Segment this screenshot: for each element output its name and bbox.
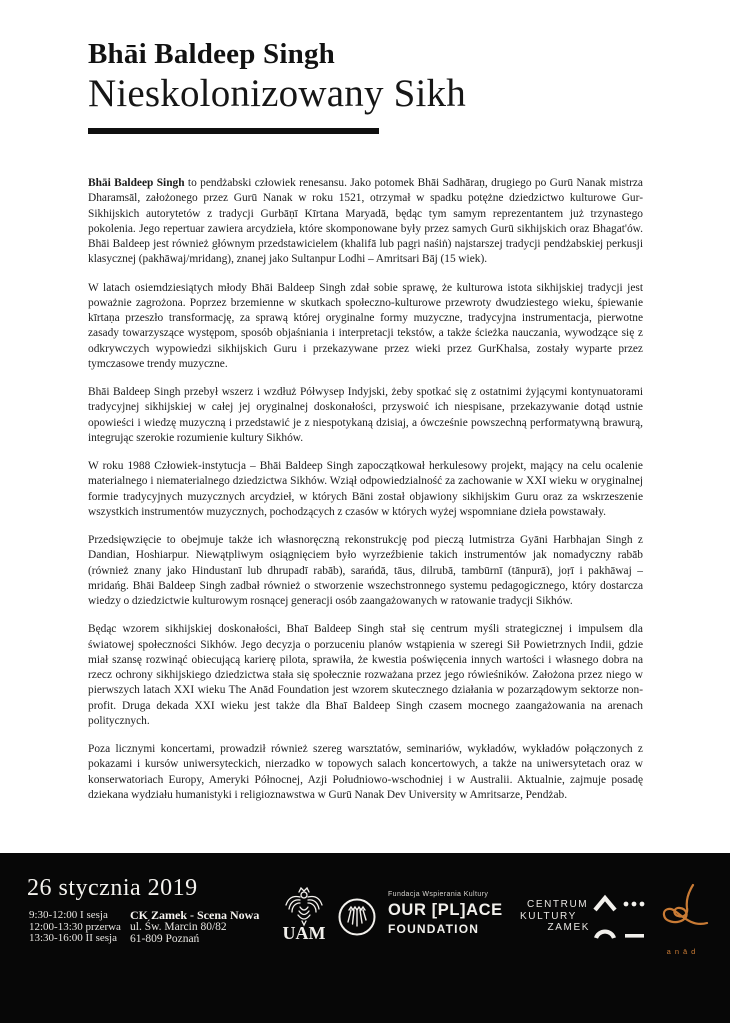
uam-eagle-icon (281, 885, 327, 943)
paragraph-1-text: to pendżabski człowiek renesansu. Jako potomek Bhāi Sadhāraṇ, drugiego po Gurū Nanak mistrza Dharamsāl, założonego przez Gurū Nanak w roku 1521, otrzymał w spadku potężne dziedzictwo kulturowe Gur-Sikhijskich autorytetów z tradycji Gurbāṇī Kīrtana Maryadā, będąc tym samym reprezentantem już trzynastego pokolenia. Jego repertuar zawiera arcydzieła, które skomponowane były przez samych Gurū sikhijskich oraz Bhagat'ów. Bhāi Baldeep jest również głównym przedstawicielem (khalifā lub pagṛi naśiṅ) najstarszej tradycji pendżabskiej perkusji klasycznej (pakhāwaj/mridang), znanej jako Sultanpur Lodhi – Amritsari Bāj (15 wiek). (88, 177, 643, 266)
schedule-session-1: 9:30-12:00 I sesja (29, 909, 108, 921)
venue-city: 61-809 Poznań (130, 933, 200, 945)
venue-block (130, 909, 259, 945)
event-date: 26 stycznia 2019 (27, 875, 198, 901)
uam-logo (281, 885, 327, 943)
three-dots-icon (624, 902, 645, 907)
event-schedule (29, 910, 121, 945)
ourplace-name: OUR [PL]ACE (388, 901, 503, 919)
ckzamek-line-2: KULTURY (520, 910, 577, 922)
schedule-session-2: 13:30-16:00 II sesja (29, 932, 117, 945)
arc-icon (596, 932, 614, 938)
ourplace-mark-icon (337, 897, 377, 937)
schedule-break: 12:00-13:30 przerwa (29, 920, 121, 933)
venue-name: CK Zamek - Scena Nowa (130, 908, 260, 922)
anad-logo (655, 883, 711, 961)
paragraph-6: Będąc wzorem sikhijskiej doskonałości, Bhaī Baldeep Singh stał się centrum myśli strategicznej i impulsem dla światowej społeczności Sikhów. Jego decyzja o porzuceniu planów wstąpienia w szeregi Sił Powietrznych Indii, gdzie miał szansę rozwinąć obiecującą karierę pilota, sprawiła, że kwestia poświęcenia innych wartości i własnego dobra na rzecz ochrony sikhijskiego dziedzictwa stała się społecznie rozważana przez jego rówieśników. Założona przez niego w pierwszych latach XXI wieku The Anād Foundation jest wzorem skutecznego działania w pozarządowym sektorze non-profit. Druga dekada XXI wieku jest także dla Bhaī Baldeep Singh czasem mocnego zaangażowania na arenach politycznych. (88, 623, 643, 727)
header (88, 38, 466, 134)
dash-icon (625, 934, 644, 938)
footer (0, 853, 730, 1023)
uam-logo-label: UAM (282, 923, 326, 943)
paragraph-7: Poza licznymi koncertami, prowadził również szereg warsztatów, seminariów, wykładów, wykładów połączonych z pokazami i kursów uniwersyteckich, nierzadko w topowych salach koncertowych, a także na uniwersytetach oraz w konserwatoriach Europy, Ameryki Północnej, Azji Południowo-wschodniej i w Australii. Aktualnie, zajmuje posadę dziekana wydziału humanistyki i religioznawstwa w Gurū Nanak Dev University w Amritsarze, Pendżab. (88, 743, 643, 801)
ourplace-foundation: FOUNDATION (388, 922, 480, 936)
ckzamek-logo (520, 899, 590, 934)
chevron-up-icon (595, 898, 615, 910)
ckzamek-line-1: CENTRUM (527, 899, 589, 910)
article-body (88, 176, 643, 816)
ckzamek-glyphs-icon (592, 893, 648, 941)
ourplace-tagline: Fundacja Wspierania Kultury (388, 891, 489, 898)
paragraph-2: W latach osiemdziesiątych młody Bhāi Baldeep Singh zdał sobie sprawę, że kulturowa istota sikhijskiej tradycji jest poważnie zagrożona. Poprzez brzemienne w skutkach społeczno-kulturowe przewroty dwudziestego wieku, śpiewanie kīrtaṇa przeszło transformację, za sprawą której oryginalne formy muzyczne, tradycyjna instrumentacja, pierwotne zasady towarzyszące występom, sposób objaśniania i interpretacji tekstów, a także ścieżka nauczania, wywodzące się z odkrywczych wypowiedzi sikhijskich Guru i przekazywane przez wieki przez GurKhalsa, zostały wyparte przez tymczasowe trendy muzyczne. (88, 281, 643, 370)
ourplace-circle-icon (337, 897, 377, 937)
ckzamek-symbols (592, 893, 648, 941)
ckzamek-line-3: ZAMEK (547, 922, 590, 933)
paragraph-1 (88, 176, 643, 268)
paragraph-4: W roku 1988 Człowiek-instytucja – Bhāi Baldeep Singh zapoczątkował herkulesowy projekt, mający na celu ocalenie materialnego i niematerialnego dziedzictwa Sikhów. Wziął odpowiedzialność za zachowanie w XXI wieku w oryginalnej formie tradycyjnych muzycznych arcydzieł, w których Bāni został objawiony sikhijskim Guru oraz za wskrzeszenie wszystkich instrumentów muzycznych, pochodzących z czasów w których wyżej wspomniane dzieła powstawały. (88, 460, 643, 518)
page-title-subtitle: Nieskolonizowany Sikh (88, 72, 466, 116)
venue-street: ul. Św. Marcin 80/82 (130, 921, 227, 933)
paragraph-1-lead: Bhāi Baldeep Singh (88, 177, 185, 189)
anad-logo-label: anād (666, 947, 700, 956)
page-title-name: Bhāi Baldeep Singh (88, 38, 335, 70)
title-underline-bar (88, 128, 379, 134)
anad-calligraphy-icon (655, 883, 711, 941)
ourplace-logo (388, 891, 503, 936)
paragraph-5: Przedsięwzięcie to obejmuje także ich własnoręczną rekonstrukcję pod pieczą lutmistrza Gyāni Harbhajan Singh z Dandian, Hoshiarpur. Niewątpliwym osiągnięciem było wyrzeźbienie takich instrumentów jak nomadyczny rabāb (również znany jako Hindustanī lub dhrupadī rabāb), sarańdā, tāus, dilrubā, tambūrnī (tānpurā), joṛī i pakhāwaj – mridańg. Bhāi Baldeep Singh zadbał również o stworzenie wszechstronnego systemu pedagogicznego, który dostarcza wiedzy o dziedzictwie kulturowym rosnącej generacji osób zaangażowanych w ratowanie tradycji Sikhów. (88, 534, 643, 607)
paragraph-3: Bhāi Baldeep Singh przebył wszerz i wzdłuż Półwysep Indyjski, żeby spotkać się z ostatnimi żyjącymi kontynuatorami tradycyjnej sikhijskiej w całej jej oryginalnej doskonałości, przyswoić ich niespisane, przekazywanie dotąd ustnie opowieści i wiedzę muzyczną i przedstawić je z niespotykaną dzisiaj, a ówcześnie powszechną performatywną brawurą, integrując szerokie rozumienie kultury Sikhów. (88, 386, 643, 444)
